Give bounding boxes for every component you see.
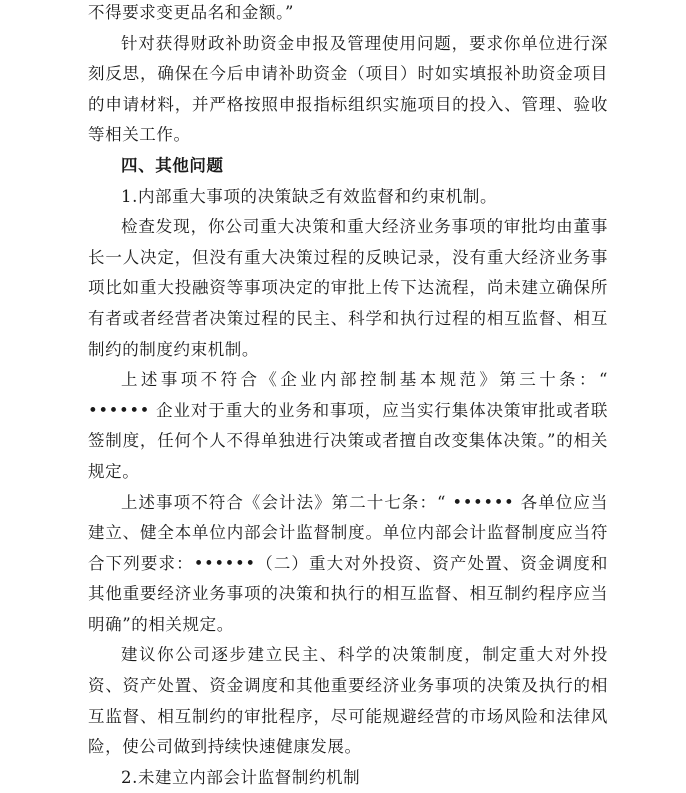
paragraph-accounting-law: 上述事项不符合《会计法》第二十七条：“ •••••• 各单位应当建立、健全本单位内部会计监督制度。单位内部会计监督制度应当符合下列要求：••••••（二）重大对外投资、资产处置、资金调度和其他重要经济业务事项的决策和执行的相互监督、相互制约程序应当明确”的相关规定。	[88, 492, 608, 634]
paragraph-continuation: 不得要求变更品名和金额。”	[88, 3, 294, 22]
paragraph-internal-control-norm: 上述事项不符合《企业内部控制基本规范》第三十条：“ •••••• 企业对于重大的业务和事项，应当实行集体决策审批或者联签制度，任何个人不得单独进行决策或者擅自改变集体决策。”的相关规定。	[88, 370, 608, 481]
document-body	[88, 0, 608, 793]
paragraph-subsidy-reflection: 针对获得财政补助资金申报及管理使用问题，要求你单位进行深刻反思，确保在今后申请补助资金（项目）时如实填报补助资金项目的申请材料，并严格按照申报指标组织实施项目的投入、管理、验收等相关工作。	[88, 33, 608, 145]
issue-2-title: 2.未建立内部会计监督制约机制	[121, 767, 361, 787]
paragraph-inspection-findings: 检查发现，你公司重大决策和重大经济业务事项的审批均由董事长一人决定，但没有重大决策过程的反映记录，没有重大经济业务事项比如重大投融资等事项决定的审批上传下达流程，尚未建立确保所有者或者经营者决策过程的民主、科学和执行过程的相互监督、相互制约的制度约束机制。	[88, 217, 608, 359]
issue-1-title: 1.内部重大事项的决策缺乏有效监督和约束机制。	[121, 186, 498, 206]
section-heading-other-issues: 四、其他问题	[121, 155, 224, 175]
paragraph-recommendation: 建议你公司逐步建立民主、科学的决策制度，制定重大对外投资、资产处置、资金调度和其他重要经济业务事项的决策及执行的相互监督、相互制约的审批程序，尽可能规避经营的市场风险和法律风险，使公司做到持续快速健康发展。	[88, 645, 608, 757]
